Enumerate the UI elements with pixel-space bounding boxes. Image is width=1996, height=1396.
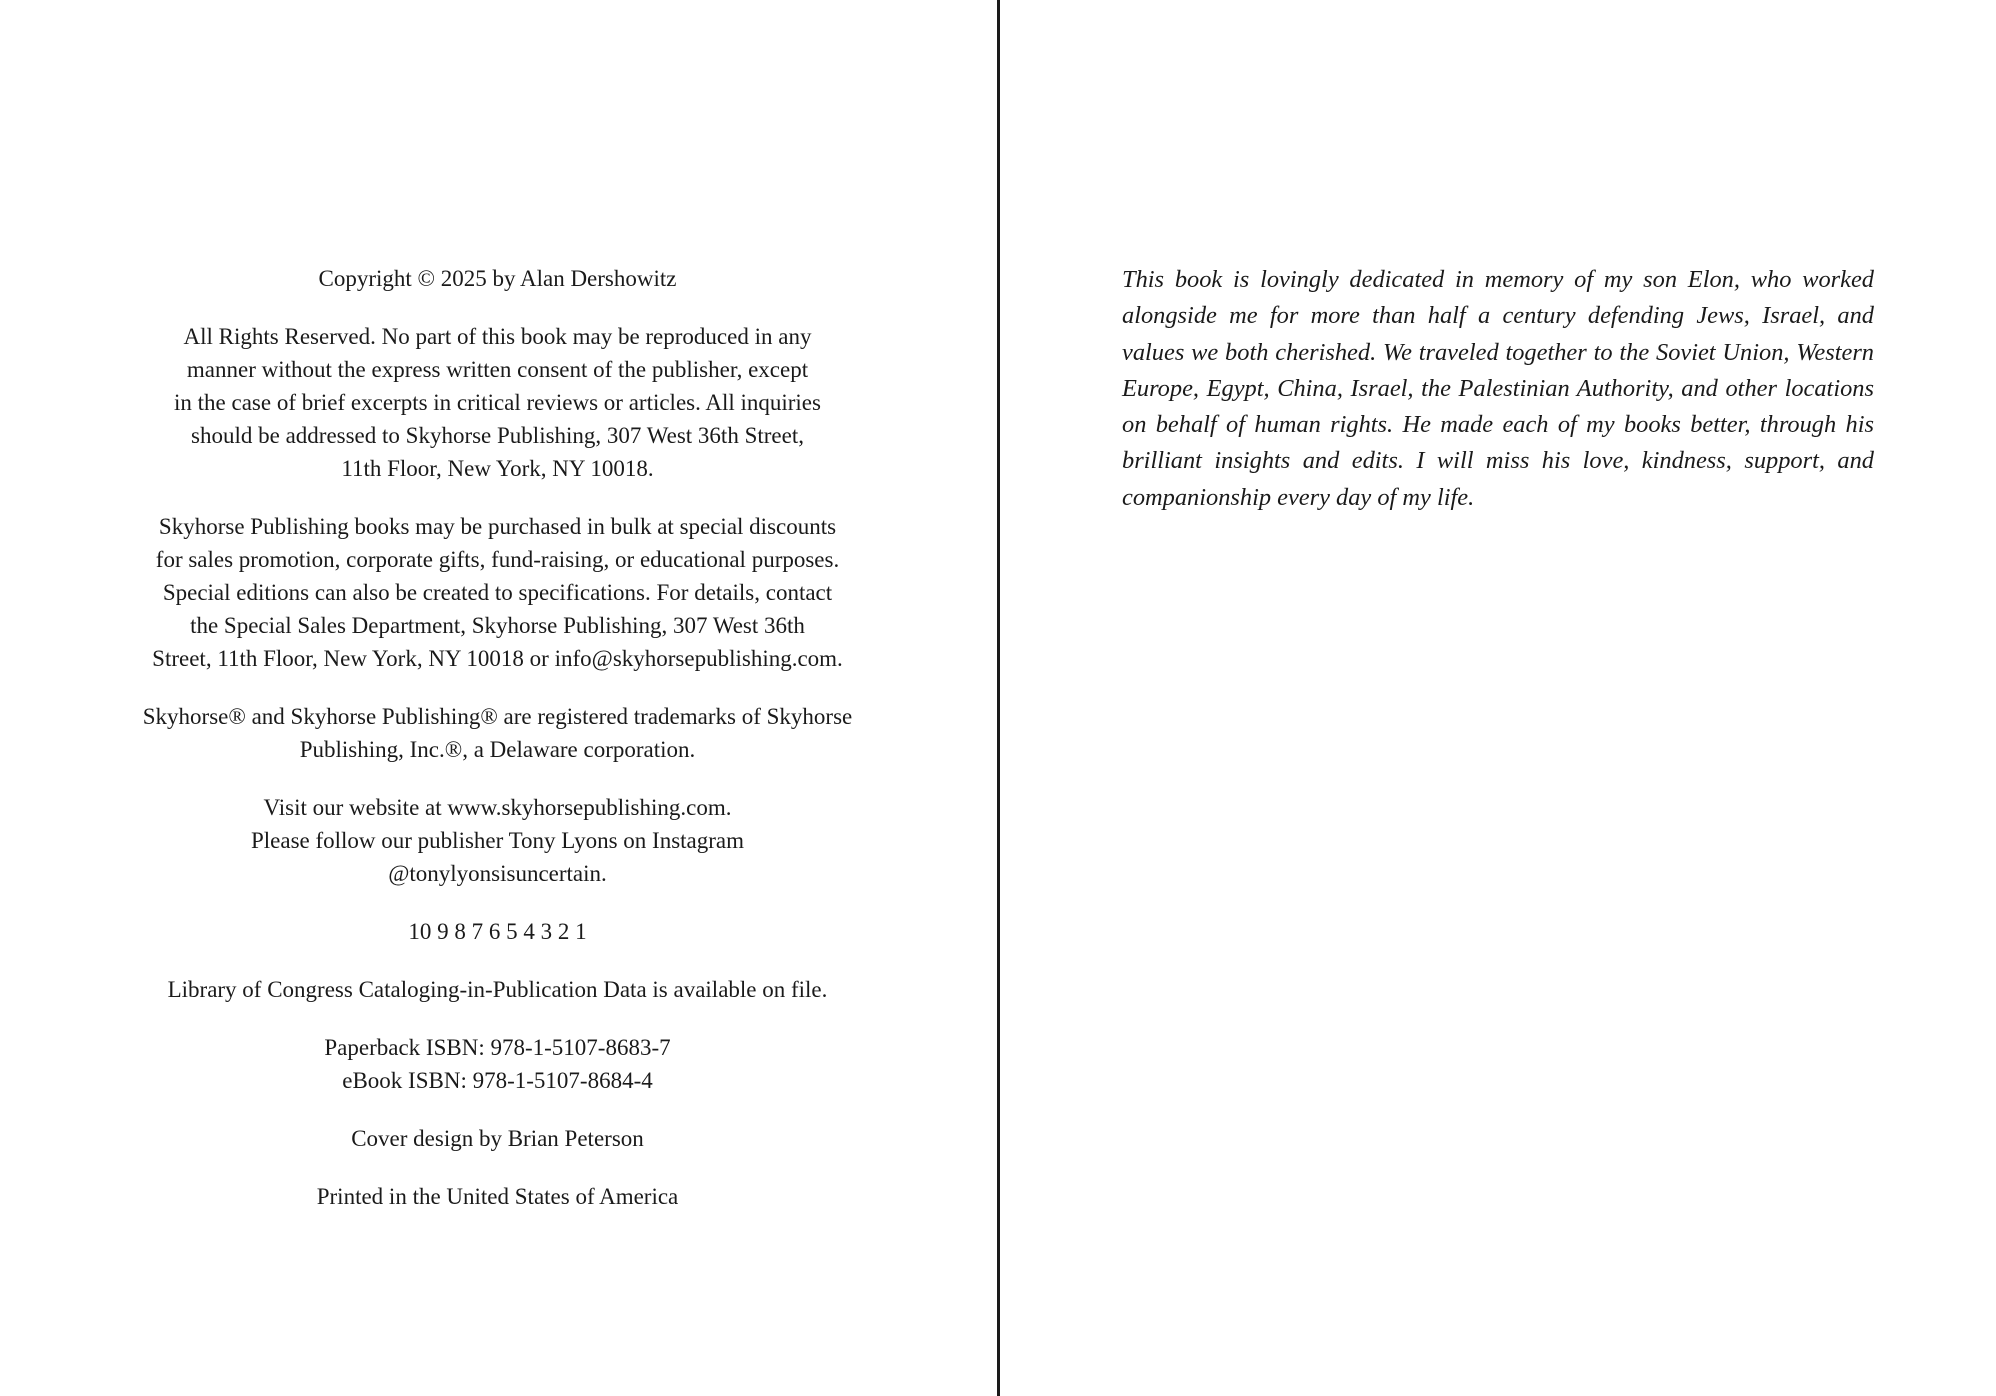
cover-design-credit: Cover design by Brian Peterson: [351, 1126, 644, 1151]
copyright-block: [120, 262, 875, 1238]
bulk-sales-statement: Skyhorse Publishing books may be purchased in bulk at special discounts for sales promotion, corporate gifts, fund-raising, or educational purposes. Special editions can also be created to specifications. For details, contact the Special Sales Department, Skyhorse Publishing, 307 West 36th Street, 11th Floor, New York, NY 10018 or info@skyhorsepublishing.com.: [152, 514, 843, 671]
cip-statement: Library of Congress Cataloging-in-Publication Data is available on file.: [167, 977, 828, 1002]
website-statement: Visit our website at www.skyhorsepublishing.com. Please follow our publisher Tony Lyons on Instagram @tonylyonsisuncertain.: [250, 795, 745, 886]
dedication-page: [1000, 0, 1996, 1396]
printed-in-statement: Printed in the United States of America: [316, 1184, 679, 1209]
isbn-list: Paperback ISBN: 978-1-5107-8683-7 eBook ISBN: 978-1-5107-8684-4: [324, 1035, 671, 1093]
dedication-block: [1122, 262, 1874, 516]
printing-line: 10 9 8 7 6 5 4 3 2 1: [408, 919, 587, 944]
trademarks-statement: Skyhorse® and Skyhorse Publishing® are registered trademarks of Skyhorse Publishing, Inc.®, a Delaware corporation.: [142, 704, 853, 762]
dedication-text: This book is lovingly dedicated in memory of my son Elon, who worked alongside me for more than half a century defending Jews, Israel, and values we both cherished. We traveled together to the Soviet Union, Western Europe, Egypt, China, Israel, the Palestinian Authority, and other locations on behalf of human rights. He made each of my books better, through his brilliant insights and edits. I will miss his love, kindness, support, and companionship every day of my life.: [1122, 266, 1874, 511]
copyright-notice: Copyright © 2025 by Alan Dershowitz: [318, 266, 677, 291]
rights-statement: All Rights Reserved. No part of this book may be reproduced in any manner without the express written consent of the publisher, except in the case of brief excerpts in critical reviews or articles. All inquiries should be addressed to Skyhorse Publishing, 307 West 36th Street, 11th Floor, New York, NY 10018.: [174, 324, 821, 481]
